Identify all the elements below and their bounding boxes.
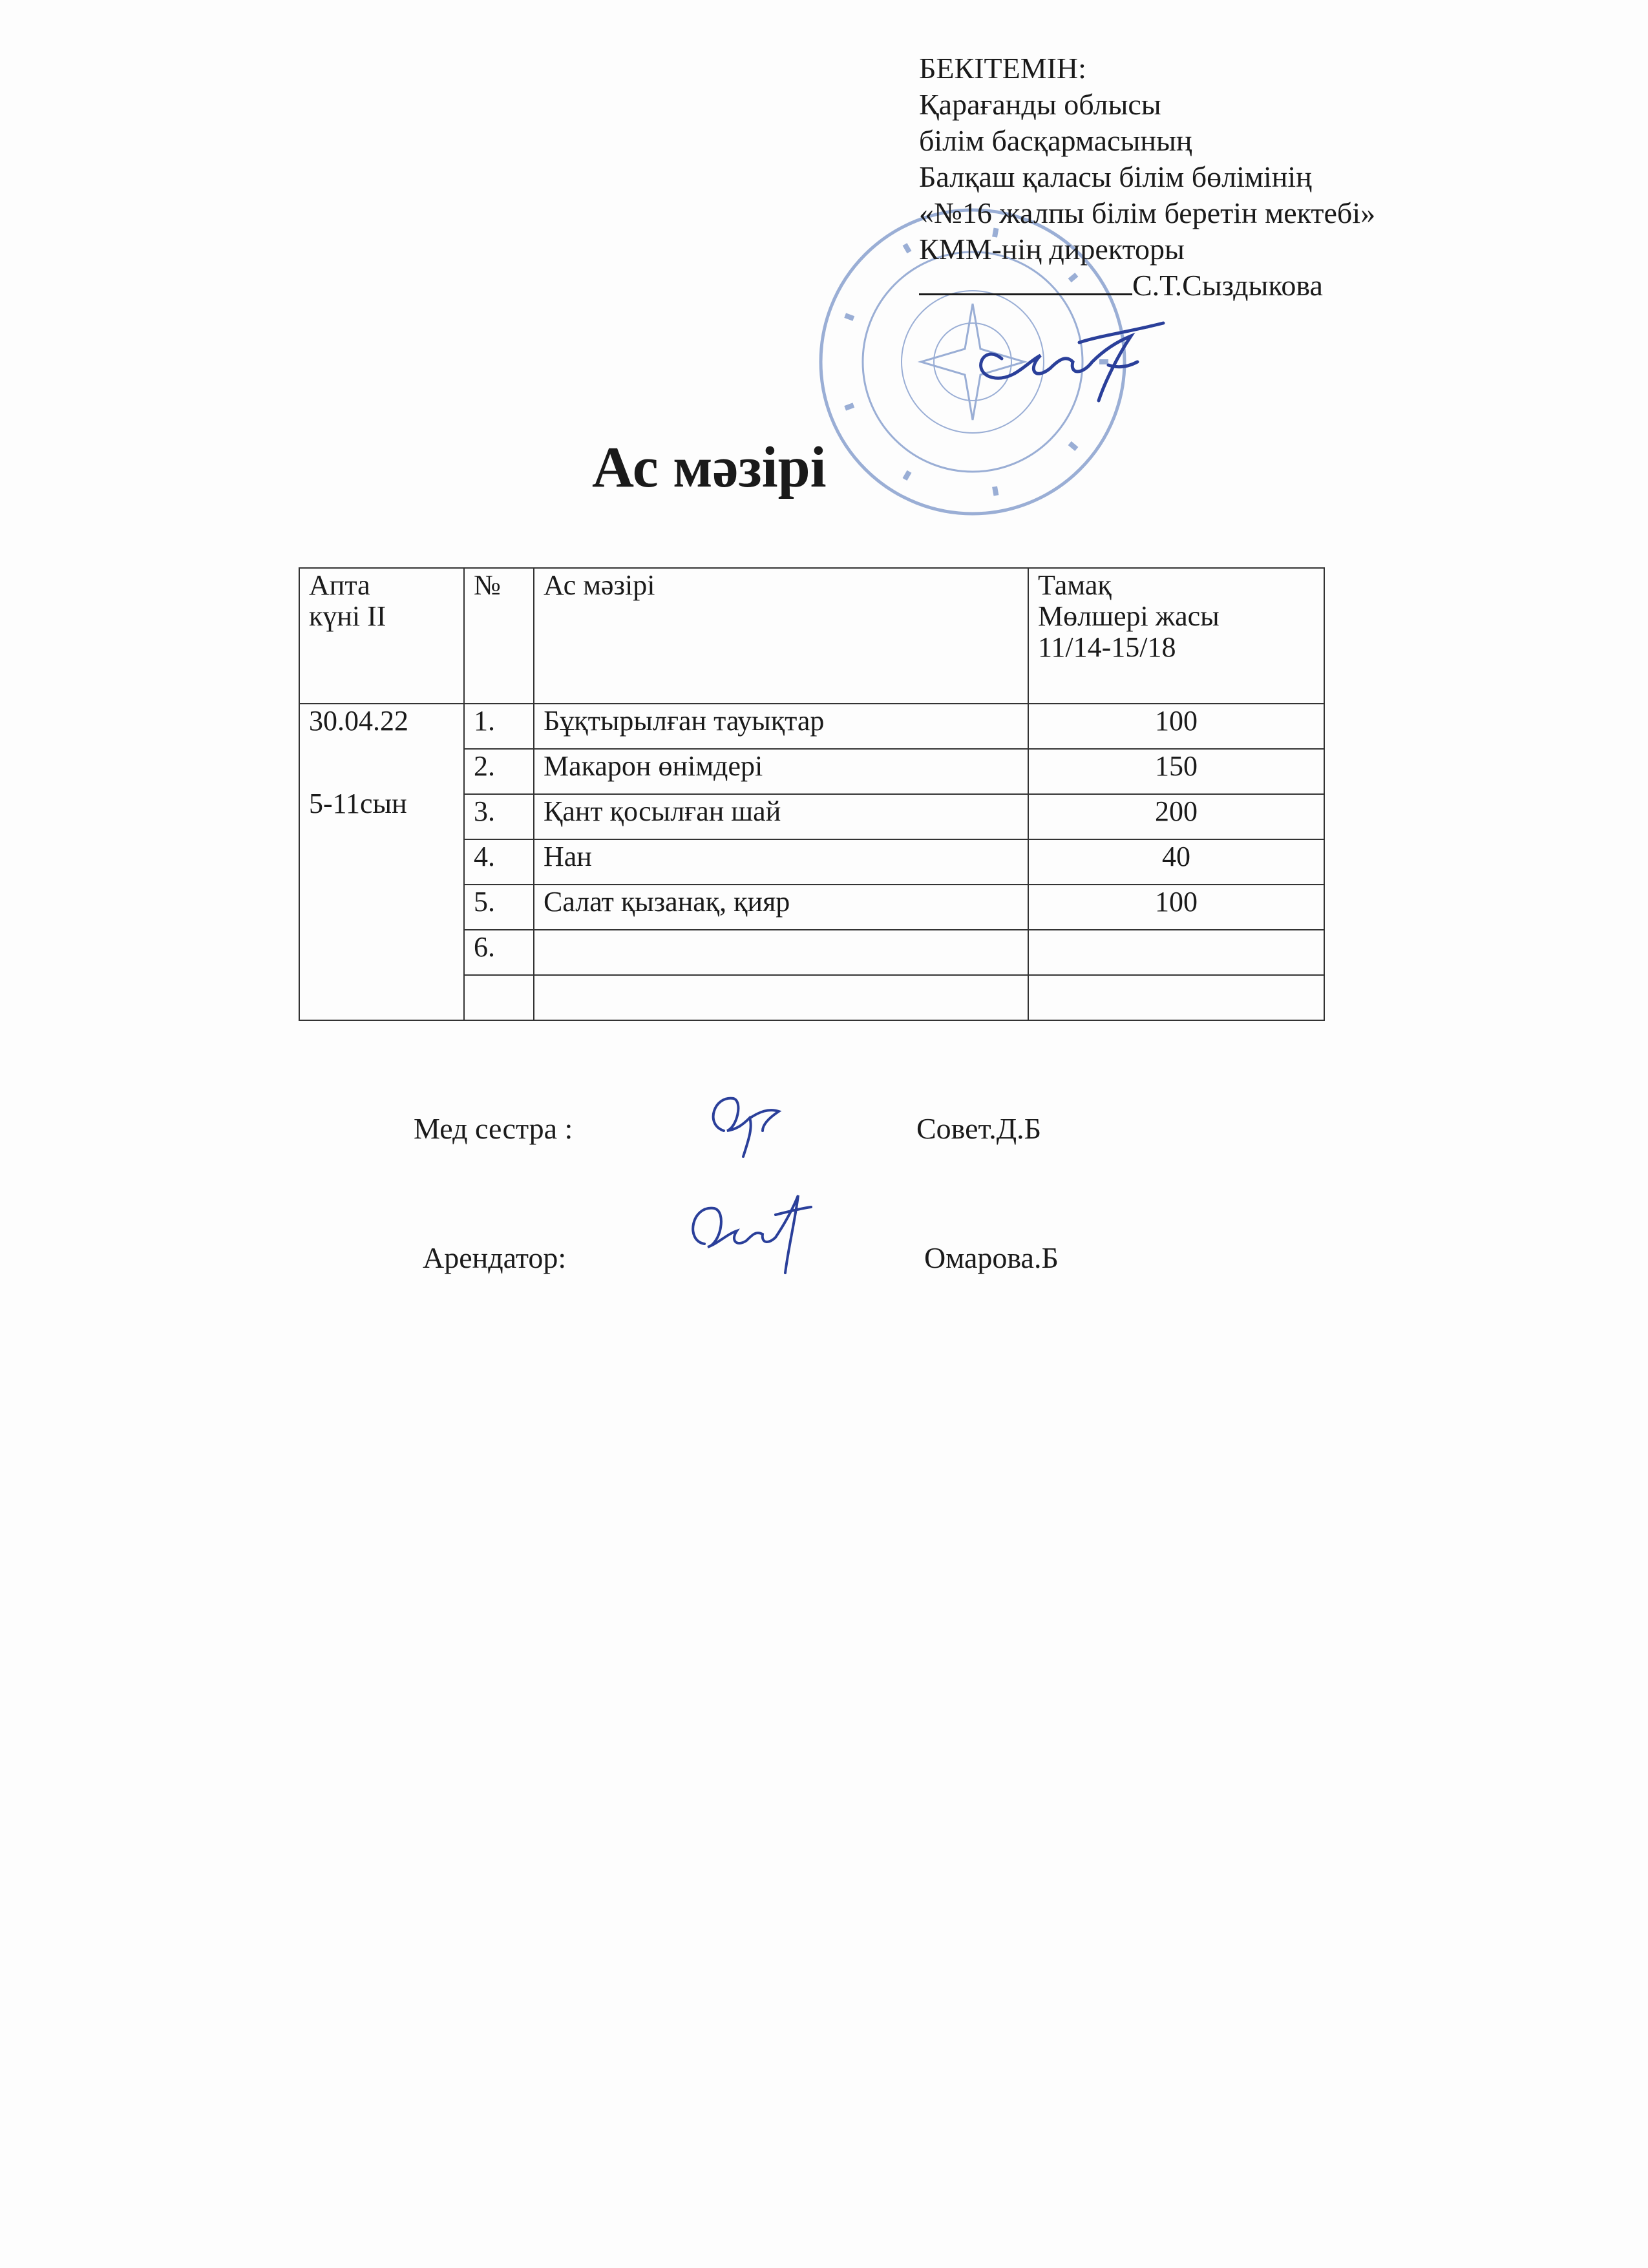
row-number: 2.	[464, 749, 534, 794]
director-signature	[956, 297, 1176, 420]
header-menu: Ас мәзірі	[534, 568, 1028, 704]
header-day-line: күні ІІ	[309, 600, 386, 632]
tenant-signature	[679, 1182, 821, 1279]
row-number: 6.	[464, 930, 534, 975]
row-item	[534, 930, 1028, 975]
table-header-row	[299, 568, 1324, 704]
row-amount: 150	[1028, 749, 1324, 794]
header-day	[299, 568, 464, 704]
row-amount	[1028, 975, 1324, 1020]
header-number: №	[464, 568, 534, 704]
table-row	[299, 704, 1324, 749]
page-title: Ас мәзірі	[592, 436, 827, 499]
approval-line: білім басқармасының	[919, 124, 1192, 157]
approval-line: Қарағанды облысы	[919, 88, 1161, 121]
nurse-label: Мед сестра :	[414, 1112, 573, 1145]
row-item: Бұқтырылған тауықтар	[534, 704, 1028, 749]
approval-line: КММ-нің директоры	[919, 233, 1185, 266]
header-amount-line: 11/14-15/18	[1038, 631, 1176, 663]
row-number: 5.	[464, 885, 534, 930]
row-number: 4.	[464, 839, 534, 885]
approval-line: «№16 жалпы білім беретін мектебі»	[919, 196, 1376, 229]
row-item: Қант қосылған шай	[534, 794, 1028, 839]
header-amount-line: Тамақ	[1038, 569, 1112, 601]
day-cell	[299, 704, 464, 1020]
header-day-line: Апта	[309, 569, 370, 601]
row-number: 1.	[464, 704, 534, 749]
approval-block	[919, 50, 1375, 304]
approval-line: Балқаш қаласы білім бөлімінің	[919, 160, 1312, 193]
day-date: 30.04.22	[309, 705, 408, 737]
row-item: Нан	[534, 839, 1028, 885]
row-amount: 100	[1028, 704, 1324, 749]
nurse-signature	[698, 1079, 795, 1163]
row-item: Макарон өнімдері	[534, 749, 1028, 794]
day-grade: 5-11сын	[309, 788, 407, 819]
header-amount	[1028, 568, 1324, 704]
tenant-label: Арендатор:	[423, 1241, 567, 1274]
row-item: Салат қызанақ, қияр	[534, 885, 1028, 930]
row-amount: 40	[1028, 839, 1324, 885]
menu-table	[299, 567, 1325, 1021]
header-amount-line: Мөлшері жасы	[1038, 600, 1220, 632]
director-name: С.Т.Сыздыкова	[1132, 269, 1323, 302]
nurse-name: Совет.Д.Б	[916, 1112, 1041, 1145]
tenant-name: Омарова.Б	[924, 1241, 1059, 1274]
row-number: 3.	[464, 794, 534, 839]
row-amount	[1028, 930, 1324, 975]
row-amount: 200	[1028, 794, 1324, 839]
row-number	[464, 975, 534, 1020]
row-amount: 100	[1028, 885, 1324, 930]
signature-underline	[919, 268, 1132, 295]
row-item	[534, 975, 1028, 1020]
approval-heading: БЕКІТЕМІН:	[919, 52, 1086, 85]
